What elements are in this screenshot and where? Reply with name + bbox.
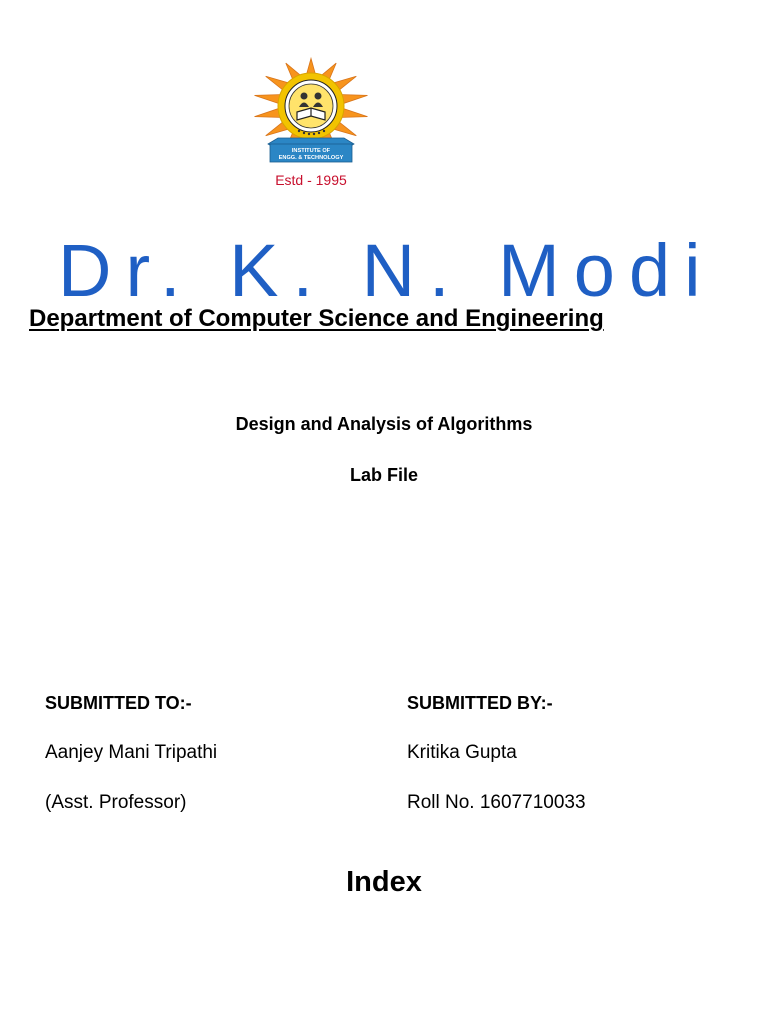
institute-banner bbox=[0, 226, 768, 312]
file-type: Lab File bbox=[349, 465, 418, 485]
submitted-to-name: Aanjey Mani Tripathi bbox=[45, 742, 218, 763]
submitted-to-heading: SUBMITTED TO:- bbox=[45, 693, 192, 713]
sun-emblem-icon bbox=[240, 46, 382, 166]
subject-title: Design and Analysis of Algorithms bbox=[235, 414, 533, 434]
logo-ribbon-line2: ENGG. & TECHNOLOGY bbox=[278, 155, 344, 161]
submitted-by-heading: SUBMITTED BY:- bbox=[407, 693, 553, 713]
institute-logo bbox=[240, 46, 382, 166]
index-title: Index bbox=[346, 866, 422, 898]
institute-banner-text: Dr. K. N. Modi bbox=[58, 229, 715, 312]
submitted-by-block bbox=[407, 692, 586, 842]
department-title: Department of Computer Science and Engineering bbox=[29, 305, 604, 332]
established-year: Estd - 1995 bbox=[275, 172, 347, 188]
submitted-by-roll: Roll No. 1607710033 bbox=[407, 792, 586, 813]
logo-ribbon-line1: INSTITUTE OF bbox=[291, 148, 331, 154]
submitted-to-designation: (Asst. Professor) bbox=[45, 792, 187, 813]
submitted-to-block bbox=[45, 692, 217, 842]
submitted-by-name: Kritika Gupta bbox=[407, 742, 517, 763]
